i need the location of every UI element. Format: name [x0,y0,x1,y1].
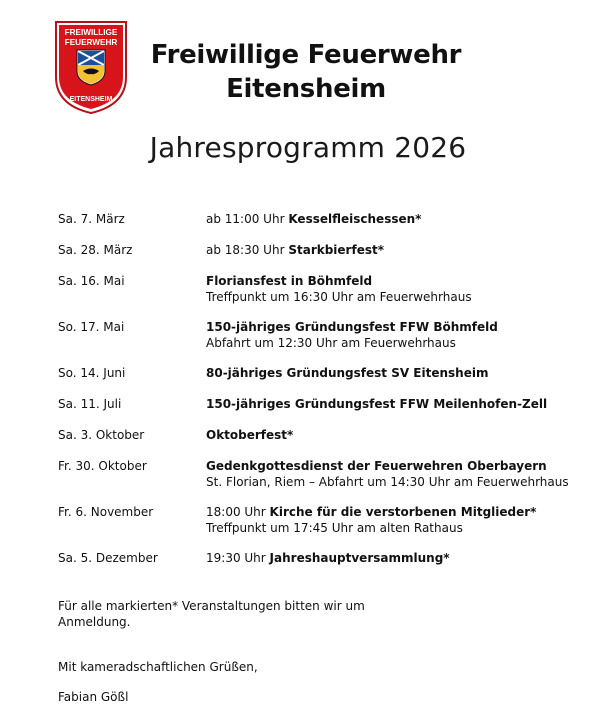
event-text [206,319,598,365]
event-program [58,211,598,581]
logo-top-text: FREIWILLIGE [64,28,118,37]
event-date: Sa. 3. Oktober [58,428,145,442]
event-title: Starkbierfest* [288,243,384,257]
event-date: Fr. 6. November [58,505,154,519]
signature-name: Fabian Gößl [58,690,129,704]
event-title: Kirche für die verstorbenen Mitglieder* [269,505,537,519]
event-time: 18:00 Uhr [206,505,266,519]
event-title: Kesselfleischessen* [288,212,422,226]
event-row [58,427,598,458]
event-text [206,396,598,427]
event-title: 80-jähriges Gründungsfest SV Eitensheim [206,366,489,380]
program-title: Jahresprogramm 2026 [149,131,467,164]
event-text [206,242,598,273]
event-text [206,211,598,242]
event-title: Floriansfest in Böhmfeld [206,274,373,288]
logo-middle-text: FEUERWEHR [64,38,118,47]
event-date: So. 14. Juni [58,366,126,380]
registration-note-line2: Anmeldung. [58,615,131,629]
event-date: Sa. 5. Dezember [58,551,158,565]
event-text [206,273,598,319]
registration-note [58,598,365,630]
event-row [58,396,598,427]
event-title: 150-jähriges Gründungsfest FFW Meilenhofen-Zell [206,397,548,411]
organization-title [136,38,476,106]
event-date: Sa. 7. März [58,212,125,226]
event-row [58,242,598,273]
event-date: Sa. 16. Mai [58,274,125,288]
event-row [58,319,598,365]
event-date: So. 17. Mai [58,320,125,334]
event-title: 150-jähriges Gründungsfest FFW Böhmfeld [206,320,498,334]
closing-greeting: Mit kameradschaftlichen Grüßen, [58,660,258,674]
logo-bottom-text: EITENSHEIM [69,96,113,103]
organization-title-line2: Eitensheim [226,74,386,104]
event-time: 19:30 Uhr [206,551,266,565]
event-title: Gedenkgottesdienst der Feuerwehren Oberbayern [206,459,547,473]
event-detail: Treffpunkt um 16:30 Uhr am Feuerwehrhaus [206,290,472,304]
event-title: Oktoberfest* [206,428,294,442]
event-text [206,365,598,396]
event-text [206,427,598,458]
organization-title-line1: Freiwillige Feuerwehr [150,40,462,70]
event-row [58,211,598,242]
fire-brigade-logo [53,19,129,115]
event-time: ab 11:00 Uhr [206,212,285,226]
event-row [58,550,598,581]
event-row [58,273,598,319]
registration-note-line1: Für alle markierten* Veranstaltungen bitten wir um [58,599,365,613]
event-text [206,504,598,550]
event-row [58,458,598,504]
event-date: Sa. 28. März [58,243,133,257]
event-detail: St. Florian, Riem – Abfahrt um 14:30 Uhr am Feuerwehrhaus [206,475,569,489]
event-date: Fr. 30. Oktober [58,459,147,473]
event-time: ab 18:30 Uhr [206,243,285,257]
event-row [58,365,598,396]
event-detail: Treffpunkt um 17:45 Uhr am alten Rathaus [206,521,463,535]
event-text [206,550,598,581]
event-title: Jahreshauptversammlung* [269,551,450,565]
event-row [58,504,598,550]
event-detail: Abfahrt um 12:30 Uhr am Feuerwehrhaus [206,336,456,350]
event-date: Sa. 11. Juli [58,397,122,411]
event-text [206,458,598,504]
